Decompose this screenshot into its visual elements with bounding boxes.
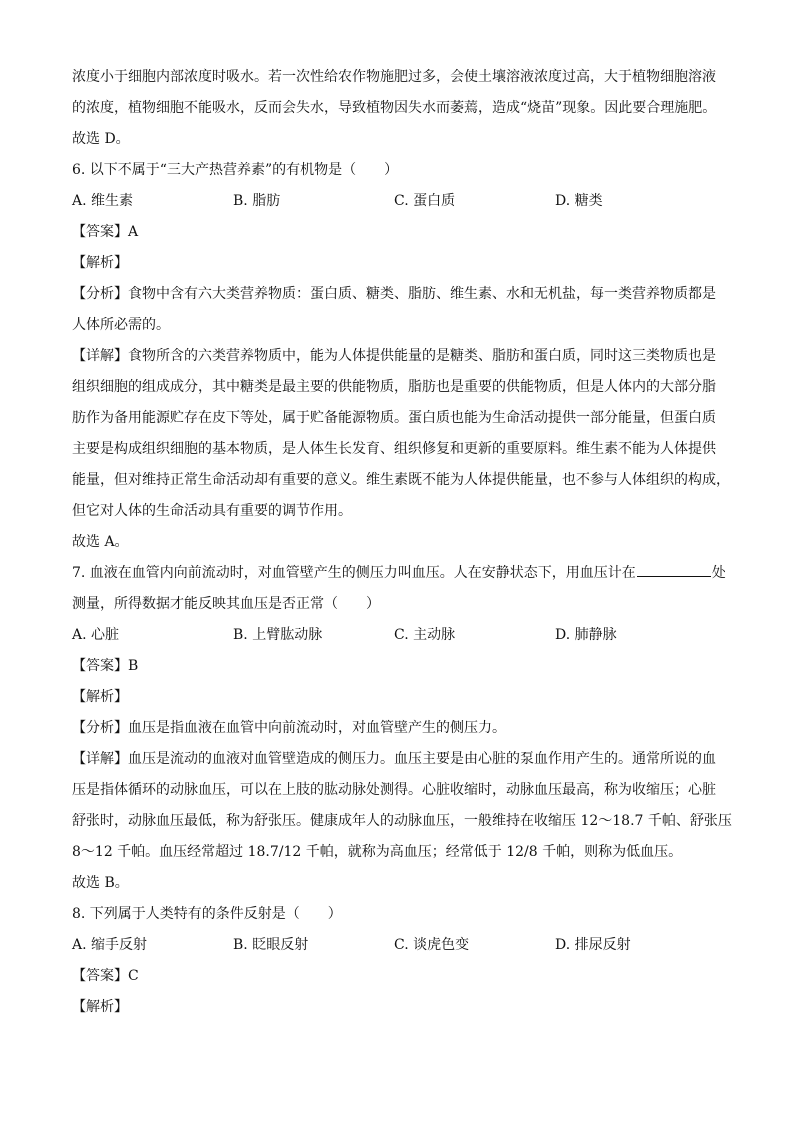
q8-option-a: A. 缩手反射 (72, 937, 148, 953)
q6-option-d: D. 糖类 (555, 193, 603, 209)
q7-stem-after-blank: 处 (711, 565, 726, 581)
q8-answer: 【答案】C (72, 968, 139, 984)
q8-options (72, 930, 732, 961)
q6-option-c: C. 蛋白质 (394, 193, 456, 209)
q7-stem-before-blank: 7. 血液在血管内向前流动时，对血管壁产生的侧压力叫血压。人在安静状态下，用血压计在 (72, 565, 636, 581)
q8-analysis-label: 【解析】 (72, 999, 128, 1015)
q6-conclusion: 故选 A。 (72, 534, 129, 550)
q7-fenxi-line-1: 【分析】血压是指血液在血管中向前流动时，对血管壁产生的侧压力。 (72, 720, 506, 736)
q6-xiangjie-line-1: 【详解】食物所含的六类营养物质中，能为人体提供能量的是糖类、脂肪和蛋白质，同时这三类物质也是 (72, 348, 716, 364)
q8-option-c: C. 谈虎色变 (394, 937, 470, 953)
q6-options (72, 186, 732, 217)
q8-option-d: D. 排尿反射 (555, 937, 631, 953)
q7-option-a: A. 心脏 (72, 627, 120, 643)
q6-analysis-label: 【解析】 (72, 255, 128, 271)
q7-fill-blank (637, 560, 711, 577)
q7-analysis-label: 【解析】 (72, 689, 128, 705)
q6-option-b: B. 脂肪 (233, 193, 281, 209)
intro-line-2: 的浓度，植物细胞不能吸水，反而会失水，导致植物因失水而萎蔫，造成“烧苗”现象。因此要合理施肥。 (72, 100, 717, 116)
q7-answer: 【答案】B (72, 658, 139, 674)
q7-option-c: C. 主动脉 (394, 627, 456, 643)
q7-stem-line-1 (72, 558, 732, 589)
q6-fenxi-line-1: 【分析】食物中含有六大类营养物质：蛋白质、糖类、脂肪、维生素、水和无机盐，每一类营养物质都是 (72, 286, 716, 302)
intro-conclusion: 故选 D。 (72, 131, 130, 147)
q8-stem: 8. 下列属于人类特有的条件反射是（ ） (72, 906, 342, 922)
q8-option-b: B. 眨眼反射 (233, 937, 309, 953)
document-page (72, 62, 732, 1023)
q7-xiangjie-line-3: 舒张时，动脉血压最低，称为舒张压。健康成年人的动脉血压，一般维持在收缩压 12～18.7 千帕、舒张压 (72, 813, 732, 829)
q7-xiangjie-line-4: 8～12 千帕。血压经常超过 18.7/12 千帕，就称为高血压；经常低于 12/8 千帕，则称为低血压。 (72, 844, 683, 860)
q6-xiangjie-line-6: 但它对人体的生命活动具有重要的调节作用。 (72, 503, 352, 519)
q7-options (72, 620, 732, 651)
q7-stem-line-2: 测量，所得数据才能反映其血压是否正常（ ） (72, 596, 380, 612)
q6-xiangjie-line-4: 主要是构成组织细胞的基本物质，是人体生长发育、组织修复和更新的重要原料。维生素不能为人体提供 (72, 441, 716, 457)
q6-stem: 6. 以下不属于“三大产热营养素”的有机物是（ ） (72, 162, 399, 178)
q6-option-a: A. 维生素 (72, 193, 134, 209)
q7-option-b: B. 上臂肱动脉 (233, 627, 323, 643)
q7-conclusion: 故选 B。 (72, 875, 129, 891)
intro-line-1: 浓度小于细胞内部浓度时吸水。若一次性给农作物施肥过多，会使土壤溶液浓度过高，大于植物细胞溶液 (72, 69, 716, 85)
q6-xiangjie-line-3: 肪作为备用能源贮存在皮下等处，属于贮备能源物质。蛋白质也能为生命活动提供一部分能量，但蛋白质 (72, 410, 716, 426)
q7-xiangjie-line-1: 【详解】血压是流动的血液对血管壁造成的侧压力。血压主要是由心脏的泵血作用产生的。通常所说的血 (72, 751, 716, 767)
q6-answer: 【答案】A (72, 224, 139, 240)
q7-xiangjie-line-2: 压是指体循环的动脉血压，可以在上肢的肱动脉处测得。心脏收缩时，动脉血压最高，称为收缩压；心脏 (72, 782, 716, 798)
q7-option-d: D. 肺静脉 (555, 627, 617, 643)
q6-fenxi-line-2: 人体所必需的。 (72, 317, 170, 333)
q6-xiangjie-line-2: 组织细胞的组成成分，其中糖类是最主要的供能物质，脂肪也是重要的供能物质，但是人体内的大部分脂 (72, 379, 716, 395)
q6-xiangjie-line-5: 能量，但对维持正常生命活动却有重要的意义。维生素既不能为人体提供能量，也不参与人体组织的构成， (72, 472, 730, 488)
